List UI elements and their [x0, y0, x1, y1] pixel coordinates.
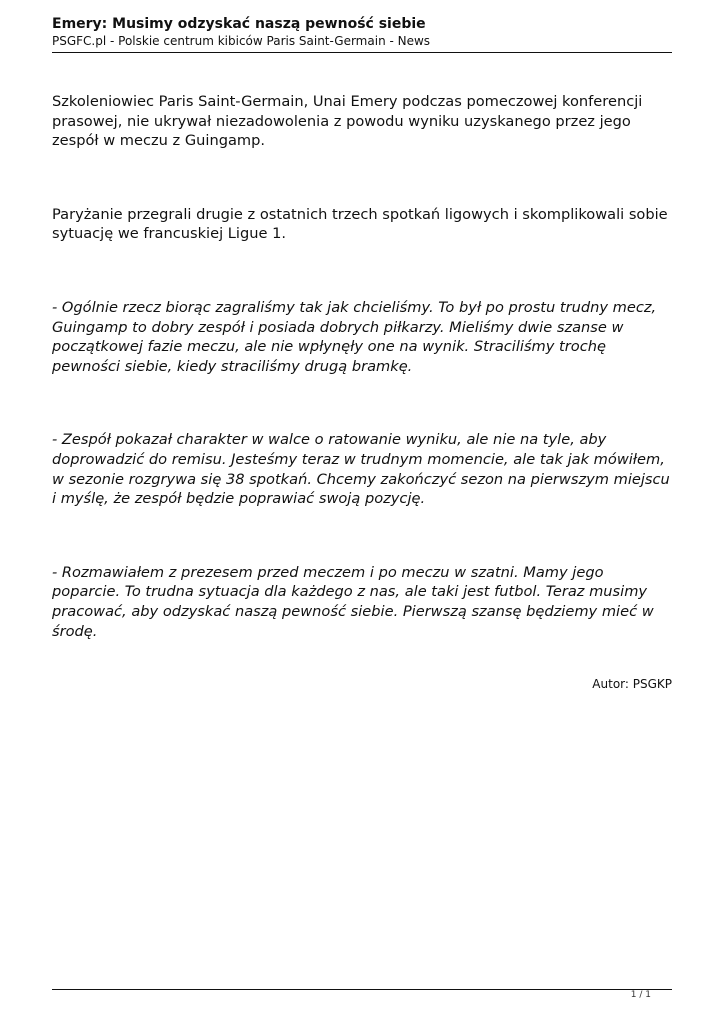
footer-divider — [52, 989, 672, 990]
page-header — [52, 16, 672, 49]
header-divider — [52, 52, 672, 53]
quote-paragraph-3: - Rozmawiałem z prezesem przed meczem i po meczu w szatni. Mamy jego poparcie. To trudna sytuacja dla każdego z nas, ale taki jest futbol. Teraz musimy pracować, aby odzyskać naszą pewność siebie. Pierwszą szansę będziemy mieć w środę. — [52, 563, 654, 640]
site-subtitle: PSGFC.pl - Polskie centrum kibiców Paris Saint-Germain - News — [52, 34, 431, 48]
article-author: Autor: PSGKP — [592, 677, 672, 692]
quote-paragraph-2: - Zespół pokazał charakter w walce o ratowanie wyniku, ale nie na tyle, aby doprowadzić do remisu. Jesteśmy teraz w trudnym momencie, ale tak jak mówiłem, w sezonie rozgrywa się 38 spotkań. Chcemy zakończyć sezon na pierwszym miejscu i myślę, że zespół będzie poprawiać swoją pozycję. — [52, 431, 670, 508]
paragraph-intro: Szkoleniowiec Paris Saint-Germain, Unai Emery podczas pomeczowej konferencji prasowej, nie ukrywał niezadowolenia z powodu wyniku uzyskanego przez jego zespół w meczu z Guingamp. — [52, 93, 643, 150]
article-body — [52, 92, 672, 691]
page-number: 1 / 1 — [630, 990, 651, 1000]
article-title: Emery: Musimy odzyskać naszą pewność siebie — [52, 16, 426, 32]
paragraph-context: Paryżanie przegrali drugie z ostatnich trzech spotkań ligowych i skomplikowali sobie sytuację we francuskiej Ligue 1. — [52, 205, 668, 243]
quote-paragraph-1: - Ogólnie rzecz biorąc zagraliśmy tak jak chcieliśmy. To był po prostu trudny mecz, Guingamp to dobry zespół i posiada dobrych piłkarzy. Mieliśmy dwie szanse w początkowej fazie meczu, ale nie wpłynęły one na wynik. Straciliśmy trochę pewności siebie, kiedy straciliśmy drugą bramkę. — [52, 298, 657, 375]
